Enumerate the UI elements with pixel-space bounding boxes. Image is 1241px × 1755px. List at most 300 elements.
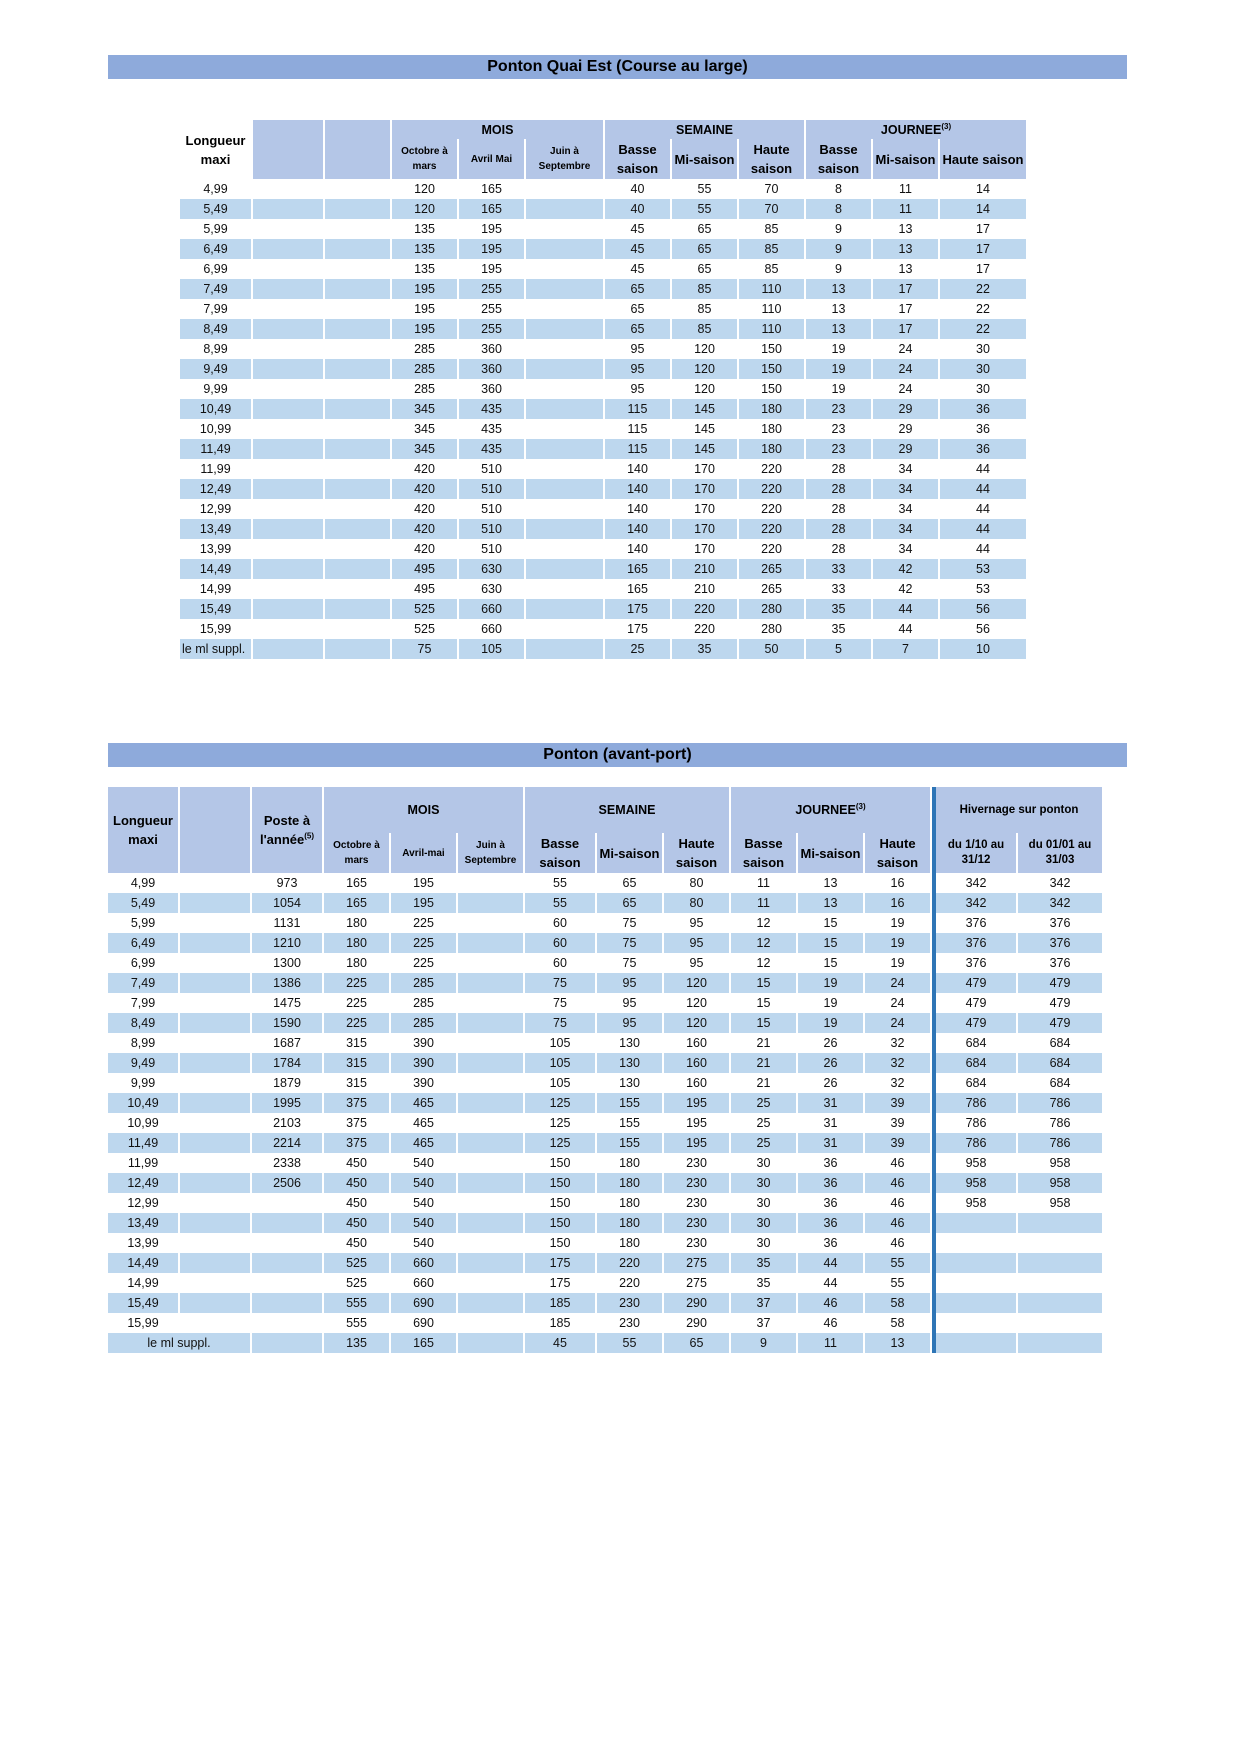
price-cell: 45 xyxy=(605,239,670,259)
empty-cell xyxy=(253,319,323,339)
price-cell: 12 xyxy=(756,916,771,930)
length-cell: 14,99 xyxy=(127,1276,159,1290)
empty-cell xyxy=(325,579,390,599)
price-cell: 70 xyxy=(764,182,779,196)
price-cell: 33 xyxy=(831,582,846,596)
price-cell: 479 xyxy=(932,1013,1016,1033)
price-cell: 85 xyxy=(697,302,712,316)
price-cell: 24 xyxy=(890,996,905,1010)
empty-cell xyxy=(253,519,323,539)
price-cell: 34 xyxy=(873,519,938,539)
price-cell xyxy=(526,539,603,559)
price-cell: 630 xyxy=(459,559,524,579)
price-cell: 195 xyxy=(686,1116,707,1130)
price-cell: 155 xyxy=(597,1133,662,1153)
price-cell xyxy=(458,1253,523,1273)
price-cell: 230 xyxy=(619,1316,640,1330)
table-row xyxy=(180,259,1026,279)
price-cell: 450 xyxy=(346,1156,367,1170)
price-cell: 37 xyxy=(731,1293,796,1313)
price-cell: 230 xyxy=(664,1213,729,1233)
price-cell: 230 xyxy=(686,1156,707,1170)
price-cell: 290 xyxy=(686,1316,707,1330)
price-cell xyxy=(526,259,603,279)
empty-cell xyxy=(325,419,390,439)
price-cell: 540 xyxy=(413,1196,434,1210)
price-cell: 342 xyxy=(932,873,1016,893)
price-cell: 35 xyxy=(831,622,846,636)
length-cell: 15,49 xyxy=(180,599,251,619)
price-cell: 9 xyxy=(835,262,842,276)
price-cell: 46 xyxy=(890,1236,905,1250)
empty-cell xyxy=(253,419,323,439)
price-cell xyxy=(526,419,603,439)
price-cell: 165 xyxy=(346,876,367,890)
length-cell: 5,49 xyxy=(180,199,251,219)
price-cell: 275 xyxy=(686,1276,707,1290)
price-cell: 465 xyxy=(413,1116,434,1130)
price-cell: 150 xyxy=(739,359,804,379)
table-row xyxy=(180,339,1026,359)
price-cell: 105 xyxy=(525,1053,595,1073)
price-cell: 150 xyxy=(549,1156,571,1170)
price-cell: 25 xyxy=(756,1116,771,1130)
price-cell: 40 xyxy=(630,182,645,196)
empty-cell xyxy=(180,1033,250,1053)
price-cell: 342 xyxy=(1049,876,1071,890)
price-cell: 46 xyxy=(798,1293,863,1313)
price-cell: 24 xyxy=(898,342,913,356)
table-row xyxy=(108,913,1102,933)
table-row xyxy=(180,539,1026,559)
price-cell: 185 xyxy=(549,1316,571,1330)
price-cell: 390 xyxy=(391,1053,456,1073)
empty-cell xyxy=(253,279,323,299)
price-cell xyxy=(1018,1233,1102,1253)
empty-cell xyxy=(325,539,390,559)
price-cell: 70 xyxy=(739,199,804,219)
length-cell: 12,99 xyxy=(127,1196,159,1210)
price-cell xyxy=(526,619,603,639)
price-cell: 958 xyxy=(932,1173,1016,1193)
price-cell: 15 xyxy=(798,933,863,953)
price-cell: 160 xyxy=(686,1036,707,1050)
price-cell: 60 xyxy=(553,916,567,930)
table-row xyxy=(108,933,1102,953)
price-cell: 14 xyxy=(940,199,1026,219)
price-cell: 19 xyxy=(890,956,905,970)
price-cell xyxy=(458,893,523,913)
price-cell: 315 xyxy=(346,1036,367,1050)
price-cell: 34 xyxy=(898,542,913,556)
price-cell: 25 xyxy=(731,1133,796,1153)
empty-cell xyxy=(180,1193,250,1213)
price-cell: 225 xyxy=(413,956,434,970)
price-cell: 145 xyxy=(672,399,737,419)
price-cell: 375 xyxy=(324,1093,389,1113)
price-cell: 19 xyxy=(798,1013,863,1033)
length-cell: 14,99 xyxy=(199,582,232,596)
price-cell: 135 xyxy=(414,262,435,276)
price-cell: 39 xyxy=(890,1116,905,1130)
price-cell: 120 xyxy=(672,359,737,379)
price-cell: 2214 xyxy=(252,1133,322,1153)
price-cell: 95 xyxy=(689,916,704,930)
price-cell: 17 xyxy=(873,279,938,299)
price-cell: 175 xyxy=(627,622,648,636)
price-cell: 11 xyxy=(798,1333,863,1353)
price-cell: 55 xyxy=(553,876,567,890)
price-cell: 170 xyxy=(694,502,715,516)
price-cell: 225 xyxy=(413,916,434,930)
price-cell: 285 xyxy=(391,1013,456,1033)
price-cell: 155 xyxy=(619,1116,640,1130)
empty-cell xyxy=(325,619,390,639)
price-cell: 255 xyxy=(481,302,502,316)
price-cell: 135 xyxy=(414,222,435,236)
price-cell: 690 xyxy=(391,1293,456,1313)
table-row xyxy=(108,1253,1102,1273)
price-cell xyxy=(458,1193,523,1213)
price-cell: 684 xyxy=(932,1073,1016,1093)
price-cell: 13 xyxy=(831,302,846,316)
empty-cell xyxy=(180,1293,250,1313)
price-cell xyxy=(526,379,603,399)
empty-cell xyxy=(180,873,250,893)
price-cell: 540 xyxy=(391,1173,456,1193)
price-cell: 36 xyxy=(798,1213,863,1233)
price-cell: 13 xyxy=(865,1333,930,1353)
empty-cell xyxy=(253,259,323,279)
price-cell: 786 xyxy=(932,1113,1016,1133)
price-cell: 140 xyxy=(627,542,648,556)
price-cell: 28 xyxy=(806,519,871,539)
empty-cell xyxy=(180,1273,250,1293)
price-cell: 95 xyxy=(630,342,645,356)
price-cell: 11 xyxy=(757,876,770,890)
price-cell: 17 xyxy=(940,239,1026,259)
price-cell: 75 xyxy=(525,973,595,993)
empty-cell xyxy=(253,359,323,379)
price-cell: 220 xyxy=(761,542,782,556)
price-cell xyxy=(252,1213,322,1233)
price-cell: 13 xyxy=(873,239,938,259)
price-cell: 105 xyxy=(459,639,524,659)
price-cell: 55 xyxy=(672,199,737,219)
price-cell: 36 xyxy=(823,1196,838,1210)
price-cell: 555 xyxy=(346,1316,367,1330)
price-cell: 17 xyxy=(873,319,938,339)
price-cell: 145 xyxy=(672,439,737,459)
header-avril-mai: Avril-mai xyxy=(391,833,456,873)
length-cell: 13,99 xyxy=(127,1236,159,1250)
price-cell: 435 xyxy=(481,422,502,436)
price-cell: 28 xyxy=(831,542,846,556)
price-cell: 510 xyxy=(459,519,524,539)
price-cell xyxy=(458,1173,523,1193)
price-cell: 30 xyxy=(731,1173,796,1193)
header-semaine: SEMAINE xyxy=(605,120,804,139)
empty-cell xyxy=(253,619,323,639)
price-cell: 95 xyxy=(622,996,637,1010)
price-cell: 180 xyxy=(619,1236,640,1250)
price-cell: 2103 xyxy=(273,1116,301,1130)
price-cell: 180 xyxy=(324,933,389,953)
table-row xyxy=(108,1133,1102,1153)
price-cell: 16 xyxy=(890,876,905,890)
price-cell: 36 xyxy=(940,399,1026,419)
price-cell: 55 xyxy=(525,893,595,913)
price-cell: 160 xyxy=(664,1053,729,1073)
price-cell: 65 xyxy=(622,876,637,890)
price-cell: 16 xyxy=(865,893,930,913)
price-cell: 28 xyxy=(831,502,846,516)
price-cell: 31 xyxy=(823,1116,838,1130)
price-cell xyxy=(526,499,603,519)
price-cell: 39 xyxy=(865,1133,930,1153)
empty-cell xyxy=(253,579,323,599)
price-cell xyxy=(458,1133,523,1153)
header-poste-annee: Poste à l'année$^{(5)}$ xyxy=(252,787,322,873)
price-cell: 285 xyxy=(413,996,434,1010)
empty-cell xyxy=(325,399,390,419)
price-cell: 120 xyxy=(392,199,457,219)
price-cell: 45 xyxy=(630,222,645,236)
empty-cell xyxy=(325,439,390,459)
length-cell: 11,99 xyxy=(200,462,231,476)
price-cell: 525 xyxy=(392,599,457,619)
price-cell: 21 xyxy=(731,1053,796,1073)
header-semaine-basse: Basse saison xyxy=(605,139,670,179)
price-cell xyxy=(458,1273,523,1293)
length-cell: 4,99 xyxy=(203,182,228,196)
empty-cell xyxy=(180,1153,250,1173)
price-cell: 525 xyxy=(324,1253,389,1273)
price-cell: 376 xyxy=(1049,956,1071,970)
price-cell: 85 xyxy=(739,239,804,259)
table-row xyxy=(108,1233,1102,1253)
empty-cell xyxy=(253,539,323,559)
table-row xyxy=(108,1333,1102,1353)
price-cell: 210 xyxy=(694,582,715,596)
price-cell: 95 xyxy=(597,973,662,993)
price-cell: 285 xyxy=(414,382,435,396)
price-cell: 1054 xyxy=(252,893,322,913)
price-cell: 220 xyxy=(739,519,804,539)
table-row xyxy=(108,893,1102,913)
price-cell: 225 xyxy=(324,1013,389,1033)
length-cell: 14,49 xyxy=(180,559,251,579)
price-cell xyxy=(932,1333,1016,1353)
price-cell xyxy=(458,1093,523,1113)
price-cell: 37 xyxy=(756,1316,771,1330)
price-cell: 95 xyxy=(597,1013,662,1033)
empty-cell xyxy=(180,1233,250,1253)
price-cell: 30 xyxy=(976,382,990,396)
price-cell: 525 xyxy=(346,1276,367,1290)
price-cell: 44 xyxy=(940,519,1026,539)
price-cell: 1386 xyxy=(252,973,322,993)
table-row xyxy=(108,1033,1102,1053)
price-cell: 60 xyxy=(553,956,567,970)
length-cell: 10,99 xyxy=(127,1116,159,1130)
price-cell: 175 xyxy=(549,1276,571,1290)
price-cell: 13 xyxy=(806,319,871,339)
price-cell xyxy=(526,479,603,499)
empty-cell xyxy=(253,399,323,419)
price-cell xyxy=(526,199,603,219)
length-cell: 6,99 xyxy=(130,956,156,970)
price-cell: 195 xyxy=(413,876,434,890)
price-cell: 684 xyxy=(1018,1053,1102,1073)
price-cell: 1995 xyxy=(252,1093,322,1113)
price-cell: 265 xyxy=(739,559,804,579)
price-cell: 390 xyxy=(413,1076,434,1090)
price-cell: 160 xyxy=(686,1076,707,1090)
header-hivernage-oct-dec: du 1/10 au 31/12 xyxy=(932,833,1016,873)
price-cell: 110 xyxy=(739,279,804,299)
price-cell: 8 xyxy=(835,182,842,196)
price-cell: 660 xyxy=(481,622,502,636)
tarif-table-avant-port xyxy=(106,787,1104,1353)
price-cell: 479 xyxy=(932,993,1016,1013)
price-cell xyxy=(526,299,603,319)
table-row xyxy=(180,519,1026,539)
price-cell xyxy=(252,1333,322,1353)
price-cell: 23 xyxy=(806,399,871,419)
price-cell: 9 xyxy=(806,239,871,259)
price-cell: 230 xyxy=(686,1236,707,1250)
price-cell: 85 xyxy=(672,319,737,339)
price-cell: 150 xyxy=(525,1173,595,1193)
header-journee-mi: Mi-saison xyxy=(873,139,938,179)
empty-cell xyxy=(180,1093,250,1113)
price-cell: 35 xyxy=(731,1253,796,1273)
tarif-table-quai-est xyxy=(178,120,1028,659)
price-cell: 220 xyxy=(672,599,737,619)
price-cell: 479 xyxy=(1049,996,1071,1010)
price-cell: 15 xyxy=(756,996,771,1010)
price-cell xyxy=(252,1253,322,1273)
price-cell: 36 xyxy=(940,439,1026,459)
price-cell: 2506 xyxy=(252,1173,322,1193)
length-cell: 13,49 xyxy=(180,519,251,539)
table-row xyxy=(180,359,1026,379)
price-cell xyxy=(526,399,603,419)
price-cell: 28 xyxy=(806,479,871,499)
length-cell: 8,49 xyxy=(108,1013,178,1033)
price-cell: 65 xyxy=(597,893,662,913)
length-cell: 6,49 xyxy=(180,239,251,259)
header-semaine-mi: Mi-saison xyxy=(597,833,662,873)
price-cell xyxy=(1018,1333,1102,1353)
table-row xyxy=(180,219,1026,239)
price-cell: 690 xyxy=(413,1316,434,1330)
price-cell: 290 xyxy=(664,1293,729,1313)
price-cell xyxy=(526,339,603,359)
price-cell xyxy=(458,1213,523,1233)
price-cell: 280 xyxy=(739,599,804,619)
price-cell: 540 xyxy=(413,1156,434,1170)
price-cell: 170 xyxy=(694,542,715,556)
price-cell: 115 xyxy=(605,399,670,419)
price-cell: 17 xyxy=(976,222,990,236)
price-cell: 2338 xyxy=(273,1156,301,1170)
price-cell: 130 xyxy=(619,1076,640,1090)
price-cell: 479 xyxy=(1018,973,1102,993)
length-cell: 4,99 xyxy=(130,876,156,890)
price-cell: 285 xyxy=(392,359,457,379)
price-cell: 105 xyxy=(549,1076,571,1090)
price-cell: 135 xyxy=(392,239,457,259)
empty-cell xyxy=(180,1173,250,1193)
price-cell: 180 xyxy=(597,1173,662,1193)
price-cell: 44 xyxy=(940,479,1026,499)
price-cell: 65 xyxy=(697,222,712,236)
header-journee: JOURNEE$^{(3)}$ xyxy=(806,120,1026,139)
price-cell xyxy=(526,639,603,659)
price-cell: 30 xyxy=(756,1236,771,1250)
price-cell: 285 xyxy=(414,342,435,356)
empty-cell xyxy=(253,499,323,519)
table-row xyxy=(108,1013,1102,1033)
price-cell: 450 xyxy=(324,1173,389,1193)
empty-cell xyxy=(325,519,390,539)
price-cell: 195 xyxy=(664,1133,729,1153)
empty-cell xyxy=(253,639,323,659)
price-cell: 180 xyxy=(619,1156,640,1170)
price-cell: 495 xyxy=(414,582,435,596)
price-cell: 360 xyxy=(481,382,502,396)
price-cell: 44 xyxy=(798,1253,863,1273)
price-cell: 165 xyxy=(481,182,502,196)
price-cell: 19 xyxy=(831,382,846,396)
empty-cell xyxy=(180,933,250,953)
table-row xyxy=(180,499,1026,519)
header-hivernage-jan-mar: du 01/01 au 31/03 xyxy=(1018,833,1102,873)
empty-cell xyxy=(253,199,323,219)
price-cell xyxy=(932,1273,1016,1293)
empty-cell xyxy=(253,439,323,459)
price-cell: 479 xyxy=(932,973,1016,993)
price-cell: 75 xyxy=(525,1013,595,1033)
header-journee-basse: Basse saison xyxy=(731,833,796,873)
price-cell: 120 xyxy=(686,996,707,1010)
price-cell: 230 xyxy=(597,1293,662,1313)
length-cell: 5,99 xyxy=(203,222,228,236)
table-row xyxy=(108,1193,1102,1213)
price-cell: 29 xyxy=(873,439,938,459)
table-row xyxy=(108,873,1102,893)
price-cell: 660 xyxy=(413,1276,434,1290)
empty-cell xyxy=(325,299,390,319)
price-cell: 110 xyxy=(761,302,782,316)
price-cell xyxy=(526,579,603,599)
price-cell xyxy=(458,1033,523,1053)
price-cell: 12 xyxy=(731,933,796,953)
table-row xyxy=(108,1273,1102,1293)
price-cell: 175 xyxy=(605,599,670,619)
empty-cell xyxy=(253,459,323,479)
empty-cell xyxy=(180,1073,250,1093)
price-cell: 165 xyxy=(605,559,670,579)
table-row xyxy=(108,973,1102,993)
price-cell: 22 xyxy=(976,302,990,316)
price-cell: 255 xyxy=(459,279,524,299)
price-cell: 15 xyxy=(823,916,838,930)
price-cell xyxy=(932,1253,1016,1273)
empty-cell xyxy=(253,379,323,399)
